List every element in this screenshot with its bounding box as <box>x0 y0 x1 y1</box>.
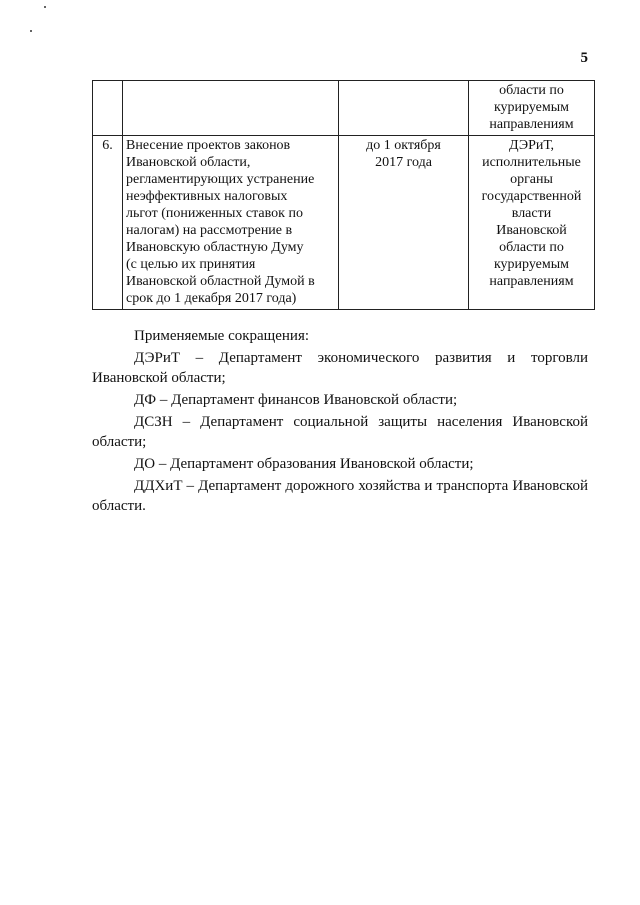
table-row <box>93 136 595 310</box>
row-number-cell: 6. <box>93 136 123 310</box>
measures-table <box>92 80 595 310</box>
abbreviation-entry: ДСЗН – Департамент социальной защиты населения Ивановской области; <box>92 414 588 450</box>
abbreviations-section <box>92 326 588 518</box>
measure-cell: Внесение проектов законов Ивановской области, регламентирующих устранение неэффективных налоговых льгот (пониженных ставок по налогам) на рассмотрение в Ивановскую областную Думу (с целью их принятия Ивановской областной Думой в срок до 1 декабря 2017 года) <box>123 136 339 310</box>
executors-cell: области по курируемым направлениям <box>469 81 595 136</box>
scan-speck <box>44 6 46 8</box>
table-row-continued <box>93 81 595 136</box>
row-number-cell <box>93 81 123 136</box>
scan-speck <box>30 30 32 32</box>
deadline-cell: до 1 октября 2017 года <box>339 136 469 310</box>
abbreviation-entry: ДО – Департамент образования Ивановской области; <box>134 456 474 472</box>
deadline-cell <box>339 81 469 136</box>
page-number: 5 <box>580 50 588 66</box>
abbreviations-heading: Применяемые сокращения: <box>134 328 310 344</box>
executors-cell: ДЭРиТ, исполнительные органы государственной власти Ивановской области по курируемым направлениям <box>469 136 595 310</box>
abbreviation-entry: ДДХиТ – Департамент дорожного хозяйства и транспорта Ивановской области. <box>92 478 588 514</box>
measure-cell <box>123 81 339 136</box>
abbreviation-entry: ДЭРиТ – Департамент экономического развития и торговли Ивановской области; <box>92 350 588 386</box>
abbreviation-entry: ДФ – Департамент финансов Ивановской области; <box>134 392 458 408</box>
